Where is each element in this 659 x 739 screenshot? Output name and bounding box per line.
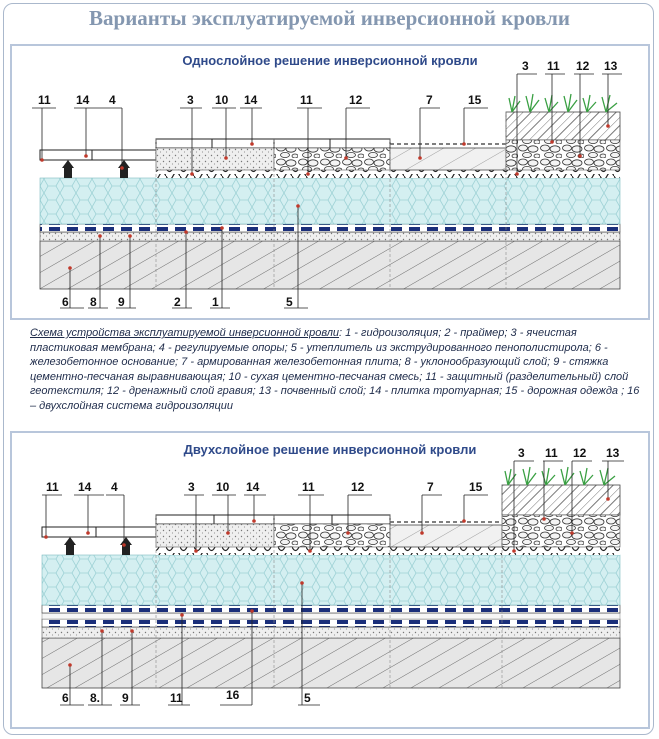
- top-label: 11: [302, 480, 315, 494]
- top-label: 7: [426, 93, 433, 107]
- top-label: 3: [522, 59, 529, 73]
- top-label: 4: [111, 480, 118, 494]
- top-label: 14: [78, 480, 92, 494]
- top-label: 10: [216, 480, 230, 494]
- legend: [30, 326, 642, 413]
- top-label: 7: [427, 480, 434, 494]
- single-layer-section-drawing: [12, 46, 648, 318]
- two-layer-panel: [10, 431, 650, 729]
- legend-title: Схема устройства эксплуатируемой инверсионной кровли: [30, 327, 340, 339]
- main-title: Варианты эксплуатируемой инверсионной кровли: [89, 6, 570, 30]
- bottom-label: 6: [62, 295, 69, 309]
- bottom-label: 11: [170, 691, 183, 705]
- top-label: 13: [606, 446, 620, 460]
- top-label: 10: [215, 93, 229, 107]
- top-label: 12: [349, 93, 363, 107]
- top-label: 12: [573, 446, 587, 460]
- top-label: 15: [468, 93, 482, 107]
- bottom-label: 8: [90, 295, 97, 309]
- bottom-label: 1: [212, 295, 219, 309]
- bottom-label: 9: [118, 295, 125, 309]
- legend-text: : 1 - гидроизоляция; 2 - праймер; 3 - ячеистая пластиковая мембрана; 4 - регулируемые опоры; 5 - утеплитель из экструдированного пенополистирола; 6 - железобетонное основание; 7 - армированная железобетонная плита; 8 - уклонообразующий слой; 9 - стяжка цементно-песчаная выравнивающая; 10 - сухая цементно-песчаная смесь; 11 - защитный (разделительный) слой геотекстиля; 12 - дренажный слой гравия; 13 - почвенный слой; 14 - плитка тротуарная; 15 - дорожная одежда ; 16 – двухслойная система гидроизоляции: [30, 327, 640, 412]
- bottom-label: 8.: [90, 691, 101, 705]
- top-label: 11: [300, 93, 313, 107]
- top-label: 3: [187, 93, 194, 107]
- bottom-label: 5: [286, 295, 293, 309]
- top-label: 11: [46, 480, 59, 494]
- top-label: 13: [604, 59, 618, 73]
- top-label: 11: [545, 446, 558, 460]
- top-label: 14: [76, 93, 90, 107]
- two-layer-section-drawing: [12, 433, 648, 727]
- single-layer-title: Однослойное решение инверсионной кровли: [182, 53, 478, 68]
- bottom-label: 5: [304, 691, 311, 705]
- top-label: 14: [244, 93, 258, 107]
- two-layer-title: Двухслойное решение инверсионной кровли: [183, 442, 477, 457]
- top-label: 3: [518, 446, 525, 460]
- top-label: 14: [246, 480, 260, 494]
- bottom-label: 9: [122, 691, 129, 705]
- top-label: 12: [351, 480, 365, 494]
- top-label: 15: [469, 480, 483, 494]
- top-label: 11: [547, 59, 560, 73]
- top-label: 12: [576, 59, 590, 73]
- bottom-label: 6: [62, 691, 69, 705]
- top-label: 4: [109, 93, 116, 107]
- single-layer-panel: [10, 44, 650, 320]
- bottom-label: 16: [226, 688, 240, 702]
- top-label: 3: [188, 480, 195, 494]
- bottom-label: 2: [174, 295, 181, 309]
- top-label: 11: [38, 93, 51, 107]
